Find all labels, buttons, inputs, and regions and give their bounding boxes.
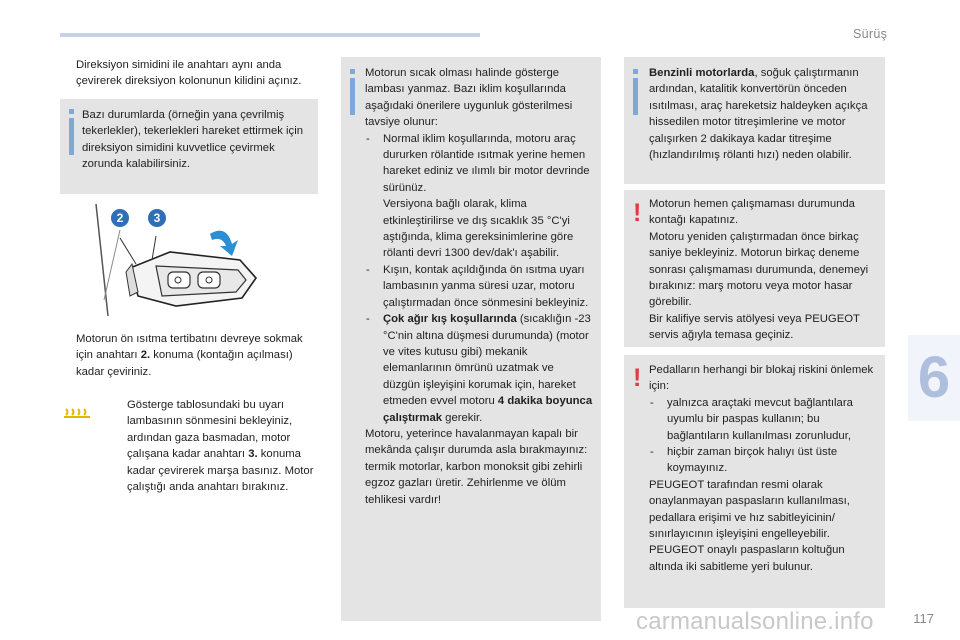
info-text: Motorun sıcak olması halinde gösterge lambası yanmaz. Bazı iklim koşullarında aşağıdaki önerilere uygunluk gösterilmesi tavsiye olunur: - Normal iklim koşullarında, motoru araç dururken rölantide ısıtmak yerine hemen hareket ediniz ve ılımlı bir motor devrinde sürünüz. Versiyona bağlı olarak, klima etkinleştirilirse ve dış sıcaklık 35 °C'yi aştığında, klima gereksinimlerine göre rölanti devri 1300 dev/dak'ı aşabilir. - Kışın, kontak açıldığında ön ısıtma uyarı lambasının yanma süresi uzar, motoru çalıştırmadan önce sönmesini bekleyiniz. - Çok ağır kış koşullarında (sıcaklığın -23 °C'nin altına düşmesi durumunda) (motor ve vites kutusu gibi) mekanik elemanlarının ömrünü uzatmak ve düzgün işleyişini korumak için, hareket etmeden evvel motoru 4 dakika boyunca çalıştırmak gerekir. Motoru, yeterince havalanmayan kapalı bir mekânda çalışır durumda asla bırakmayınız: termik motorlar, karbon monoksit gibi zehirli egzoz gazları üretir. Zehirlenme ve ölüm tehlikesi vardır!: [365, 67, 593, 506]
info-icon: [69, 109, 74, 155]
warning-box-pedals: [624, 355, 885, 608]
watermark: carmanualsonline.info: [636, 608, 874, 635]
bullet-text: Direksiyon simidini ile anahtarı aynı anda çevirerek direksiyon kolonunun kilidini açınız.: [76, 59, 302, 88]
bullet-text: Motorun ön ısıtma tertibatını devreye sokmak için anahtarı 2. konuma (kontağın açılması) kadar çeviriniz.: [76, 333, 303, 378]
list-item: - Çok ağır kış koşullarında (sıcaklığın -23 °C'nin altına düşmesi durumunda) (motor ve vites kutusu gibi) mekanik elemanlarının ömrünü uzatmak ve düzgün işleyişini korumak için, hareket etmeden evvel motoru 4 dakika boyunca çalıştırmak gerekir.: [366, 313, 593, 424]
bullet-start-engine: [111, 397, 319, 495]
info-icon: [633, 69, 638, 115]
glow-plug-warning-icon: [62, 404, 92, 422]
info-icon: [350, 69, 355, 115]
bullet-steering-unlock: [60, 57, 322, 90]
warning-text: Pedalların herhangi bir blokaj riskini önlemek için: - yalnızca araçtaki mevcut bağlantılara uyumlu bir paspas kullanın; bu bağlantıların kullanılması zorunludur, - hiçbir zaman birçok halıyı üst üste koymayınız. PEUGEOT tarafından resmi olarak onaylanmayan paspasların kullanılması, pedallara erişimi ve hız sabitleyicinin/ sınırlayıcının işleyişini engelleyebilir. PEUGEOT onaylı paspasların koltuğun altında iki sabitleme yeri bulunur.: [649, 362, 877, 575]
bullet-preheat: [60, 331, 322, 380]
info-text: Bazı durumlarda (örneğin yana çevrilmiş tekerlekler), tekerlekleri hareket ettirmek için direksiyon simidini kuvvetlice çevirmek zorunda kalabilirsiniz.: [82, 109, 303, 171]
warning-box-start-failure: [624, 190, 885, 347]
page-number: 117: [913, 611, 934, 626]
warning-icon: !: [633, 364, 642, 392]
list-item: - Normal iklim koşullarında, motoru araç dururken rölantide ısıtmak yerine hemen hareket ediniz ve ılımlı bir motor devrinde sürünüz. Versiyona bağlı olarak, klima etkinleştirilirse ve dış sıcaklık 35 °C'yi aştığında, klima gereksinimlerine göre rölanti devri 1300 dev/dak'ı aşabilir.: [366, 132, 590, 260]
position-2-badge: [111, 209, 129, 227]
list-item: - hiçbir zaman birçok halıyı üst üste koymayınız.: [650, 446, 838, 475]
list-item: - Kışın, kontak açıldığında ön ısıtma uyarı lambasının yanma süresi uzar, motoru çalıştırmadan önce sönmesini bekleyiniz.: [366, 263, 589, 309]
header-rule: [60, 33, 480, 37]
section-title: Sürüş: [853, 27, 888, 41]
bullet-text: Gösterge tablosundaki bu uyarı lambasının sönmesini bekleyiniz, ardından gaza basmadan, motor çalışana kadar anahtarı 3. konuma kadar çevirerek marşa basınız. Motor çalıştığı anda anahtarı bırakınız.: [127, 399, 314, 494]
info-box-steering: [60, 99, 318, 194]
list-item: - yalnızca araçtaki mevcut bağlantılara uyumlu bir paspas kullanın; bu bağlantıların kullanılması zorunludur,: [650, 396, 853, 442]
svg-text:2: 2: [116, 211, 124, 225]
info-box-cold-start: [341, 57, 601, 621]
warning-icon: !: [633, 199, 642, 227]
position-3-badge: [148, 209, 166, 227]
svg-text:3: 3: [153, 211, 161, 225]
chapter-tab: 6: [908, 335, 960, 421]
key-ignition-figure: [60, 200, 320, 316]
warning-text: Motorun hemen çalışmaması durumunda kontağı kapatınız. Motoru yeniden çalıştırmadan önce birkaç saniye bekleyiniz. Motorun birkaç deneme sonrası çalışmaması durumunda, denemeyi bırakınız: marş motoru veya motor hasar görebilir. Bir kalifiye servis atölyesi veya PEUGEOT servis ağıyla temasa geçiniz.: [649, 198, 869, 342]
info-box-petrol: [624, 57, 885, 184]
info-text: Benzinli motorlarda, soğuk çalıştırmanın ardından, katalitik konvertörün önceden ısıtılması, araç hareketsiz haldeyken açıkça hissedilen motor titreşimlerine ve motor çalışırken 2 dakikaya kadar titreşime (hızlandırılmış rölanti hızı) neden olabilir.: [649, 67, 868, 162]
